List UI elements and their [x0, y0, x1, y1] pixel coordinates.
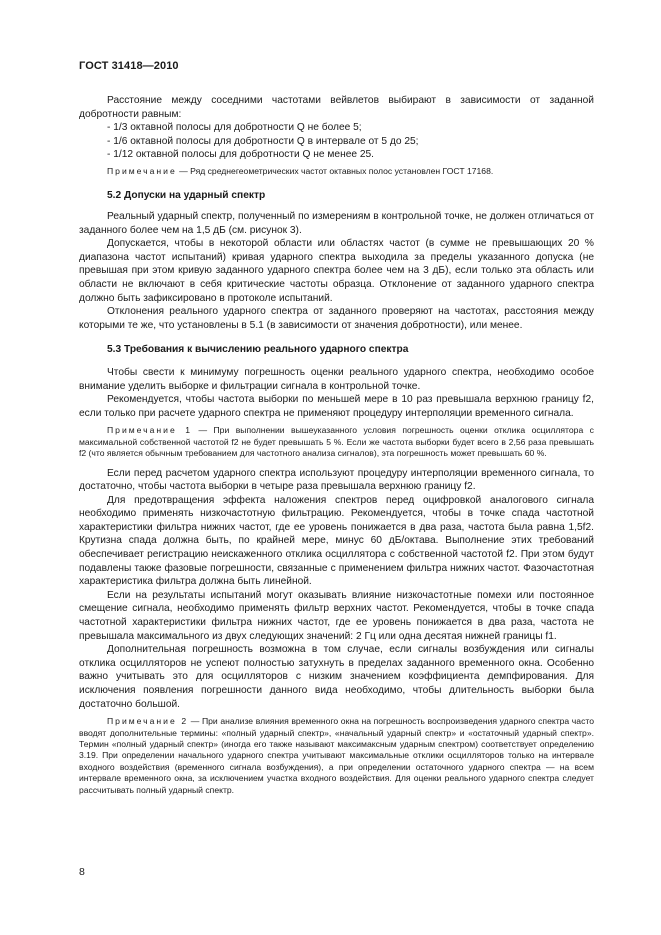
list-item: - 1/6 октавной полосы для добротности Q в интервале от 5 до 25; [107, 135, 419, 147]
note-label: Примечание [107, 165, 177, 176]
paragraph: Реальный ударный спектр, полученный по измерениям в контрольной точке, не должен отличаться от заданного более чем на 1,5 дБ (см. рисунок 3). [79, 210, 594, 236]
list-item: - 1/12 октавной полосы для добротности Q не менее 25. [107, 149, 375, 161]
paragraph: Если перед расчетом ударного спектра используют процедуру интерполяции временного сигнала, то достаточно, чтобы частота выборки в четыре раза превышала верхнюю границу f2. [79, 467, 594, 493]
note-text: — При анализе влияния временного окна на погрешность воспроизведения ударного спектра часто вводят дополнительные термины: «полный ударный спектр», «начальный ударный спектр» и «остаточный ударный спектр». Термин «полный ударный спектр» (иногда его также называют максимаксным ударным спектром) соответствует определению 3.19. При определении начального ударного спектра учитывают максимальные отклики осцилляторов только на интервале входного воздействия (временного сигнала возбуждения), а при определении остаточного ударного спектра — на всем интервале временного окна, за исключением участка входного воздействия. Для оценки реального ударного спектра следует рассчитывать полный ударный спектр. [79, 716, 594, 795]
page-number: 8 [79, 866, 85, 878]
paragraph: Для предотвращения эффекта наложения спектров перед оцифровкой аналогового сигнала необходимо применять низкочастотную фильтрацию. Рекомендуется, чтобы в точке спада частотной характеристики фильтра нижних частот, где ее уровень понижается в два раза, частота была равна 1,5f2. Крутизна спада должна быть, по крайней мере, минус 60 дБ/октава. Выполнение этих требований обеспечивает регистрацию неискаженного отклика осциллятора с собственной частотой f2. При этом будут подавлены также фазовые погрешности, связанные с применением фильтра нижних частот. Фазочастотная характеристика фильтра должна быть линейной. [79, 494, 594, 588]
note-text: — Ряд среднегеометрических частот октавных полос установлен ГОСТ 17168. [176, 165, 494, 176]
note-label: Примечание 1 [107, 425, 192, 436]
paragraph: Чтобы свести к минимуму погрешность оценки реального ударного спектра, необходимо особое внимание уделить выборке и фильтрации сигнала в контрольной точке. [79, 366, 594, 392]
note-block [79, 166, 594, 177]
note-2 [79, 716, 594, 796]
paragraph: Если на результаты испытаний могут оказывать влияние низкочастотные помехи или постоянное смещение сигнала, необходимо применять фильтр верхних частот. Рекомендуется, чтобы в точке спада частотной характеристики фильтра нижних частот, где ее уровень понижается в два раза, частота не превышала максимального из двух следующих значений: 2 Гц или одна десятая нижней границы f1. [79, 589, 594, 642]
note-1 [79, 425, 594, 459]
document-header: ГОСТ 31418—2010 [79, 60, 179, 72]
paragraph: Рекомендуется, чтобы частота выборки по меньшей мере в 10 раз превышала верхнюю границу f2, если только при расчете ударного спектра не применяют процедуру интерполяции временного сигнала. [79, 394, 594, 419]
section-heading-5-2: 5.2 Допуски на ударный спектр [107, 190, 266, 202]
list-item: - 1/3 октавной полосы для добротности Q не более 5; [107, 122, 362, 134]
section-heading-5-3: 5.3 Требования к вычислению реального ударного спектра [107, 344, 409, 356]
note-text: — При выполнении вышеуказанного условия погрешность оценки отклика осциллятора с максимальной собственной частотой f2 не будет превышать 5 %. Если же частота выборки будет всего в 2,56 раза превышать f2 (что является обычным требованием для частотного анализа сигналов), эта погрешность может превышать 60 %. [79, 425, 594, 459]
note-label: Примечание 2 [107, 716, 189, 727]
intro-paragraph: Расстояние между соседними частотами вейвлетов выбирают в зависимости от заданной добротности равным: [79, 95, 594, 120]
paragraph: Допускается, чтобы в некоторой области или областях частот (в сумме не превышающих 20 % диапазона частот испытаний) кривая ударного спектра выходила за пределы указанного допуска (не превышая при этом кривую заданного ударного спектра более чем на 3 дБ), если только эта область или области не включают в себя критические частоты образца. Отклонение от заданного ударного спектра должно быть зафиксировано в протоколе испытаний. [79, 238, 594, 304]
document-body [79, 94, 594, 796]
paragraph: Дополнительная погрешность возможна в том случае, если сигналы возбуждения или сигналы отклика осцилляторов не успеют полностью затухнуть в пределах заданного временного окна. Особенно важно учитывать это для осцилляторов с низким значением коэффициента демпфирования. Для исключения появления погрешности данного вида необходимо, чтобы длительность выборки была достаточно большой. [79, 644, 594, 710]
paragraph: Отклонения реального ударного спектра от заданного проверяют на частотах, расстояния между которыми те же, что установлены в 5.1 (в зависимости от значения добротности), или менее. [79, 306, 594, 331]
